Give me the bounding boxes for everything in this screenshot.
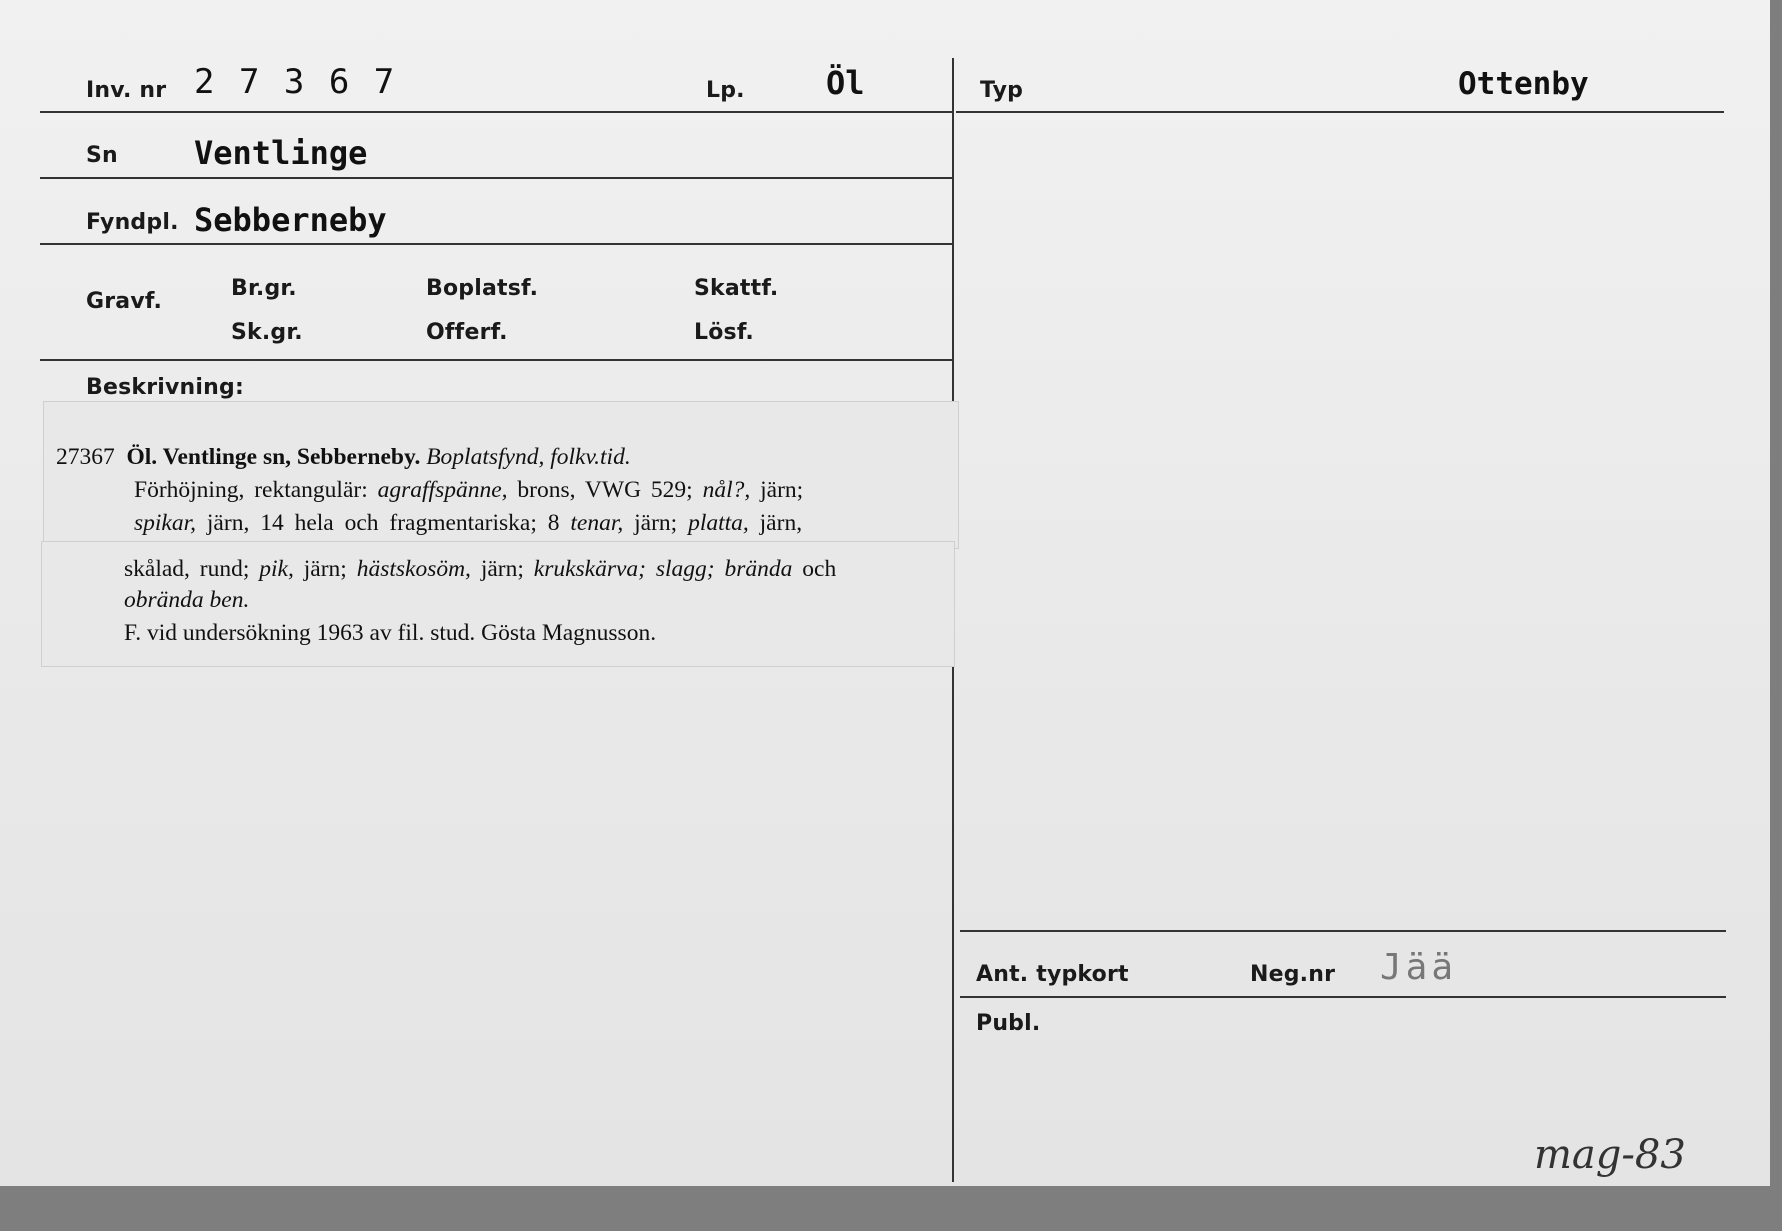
- text-span: Förhöjning, rektangulär:: [134, 477, 368, 503]
- sn-label: Sn: [86, 143, 118, 168]
- text-span-italic: agraffspänne,: [377, 477, 508, 503]
- slip1-line3: [134, 506, 802, 541]
- losf-label: Lösf.: [694, 320, 754, 345]
- ant-typkort-label: Ant. typkort: [976, 962, 1129, 987]
- text-span: järn, 14 hela och fragmentariska; 8: [206, 510, 560, 536]
- slip2-line2: [124, 583, 249, 618]
- inv-nr-value: 2 7 3 6 7: [194, 62, 397, 102]
- text-span-italic: pik,: [259, 556, 294, 582]
- fyndpl-value: Sebberneby: [194, 201, 387, 239]
- text-span-italic: obrända ben.: [124, 587, 250, 613]
- boplatsf-label: Boplatsf.: [426, 276, 539, 301]
- slip1-line2: [134, 473, 803, 508]
- fyndpl-rule: [40, 243, 952, 245]
- text-span-italic: spikar,: [134, 510, 197, 536]
- fyndpl-label: Fyndpl.: [86, 210, 179, 235]
- lp-value: Öl: [826, 64, 865, 102]
- text-span-italic: platta,: [688, 510, 749, 536]
- header-rule-right: [956, 111, 1724, 113]
- text-span: brons, VWG 529;: [517, 477, 693, 503]
- sn-rule: [40, 177, 952, 179]
- offerf-label: Offerf.: [426, 320, 508, 345]
- slip1-line1: [56, 440, 631, 475]
- beskrivning-label: Beskrivning:: [86, 375, 244, 400]
- catalog-number: 27367: [56, 444, 115, 470]
- description-slip-2: [42, 542, 954, 666]
- sn-value: Ventlinge: [194, 134, 368, 172]
- typ-value: Ottenby: [1458, 66, 1589, 102]
- neg-nr-stamp: Jää: [1380, 947, 1458, 988]
- lp-label: Lp.: [706, 78, 745, 103]
- header-rule-left: [40, 111, 952, 113]
- typ-label: Typ: [980, 78, 1024, 103]
- slip1-title-italic: Boplatsfynd, folkv.tid.: [426, 444, 631, 470]
- text-span: järn;: [634, 510, 678, 536]
- description-slip-1: [44, 402, 958, 548]
- slip2-line3: [124, 616, 656, 651]
- footer-rule-top: [960, 930, 1726, 932]
- publ-label: Publ.: [976, 1011, 1041, 1036]
- categories-rule: [40, 359, 952, 361]
- sk-gr-label: Sk.gr.: [231, 320, 303, 345]
- text-span: skålad, rund;: [124, 556, 250, 582]
- text-span: järn,: [759, 510, 803, 536]
- skattf-label: Skattf.: [694, 276, 779, 301]
- text-span: järn;: [480, 556, 524, 582]
- text-span: F. vid undersökning 1963 av fil. stud. Gösta Magnusson.: [124, 620, 657, 646]
- br-gr-label: Br.gr.: [231, 276, 297, 301]
- text-span: järn;: [303, 556, 347, 582]
- text-span-italic: krukskärva; slagg; brända: [533, 556, 793, 582]
- footer-rule-bottom: [960, 996, 1726, 998]
- text-span-italic: tenar,: [570, 510, 624, 536]
- text-span: och: [802, 556, 837, 582]
- gravf-label: Gravf.: [86, 289, 163, 314]
- handwritten-note: mag-83: [1534, 1132, 1686, 1178]
- slip2-line1: [124, 552, 836, 587]
- text-span: järn;: [760, 477, 804, 503]
- text-span-italic: hästskosöm,: [356, 556, 471, 582]
- text-span-italic: nål?,: [702, 477, 751, 503]
- slip1-title-bold: Öl. Ventlinge sn, Sebberneby.: [126, 444, 421, 470]
- neg-nr-label: Neg.nr: [1250, 962, 1336, 987]
- inv-nr-label: Inv. nr: [86, 78, 167, 103]
